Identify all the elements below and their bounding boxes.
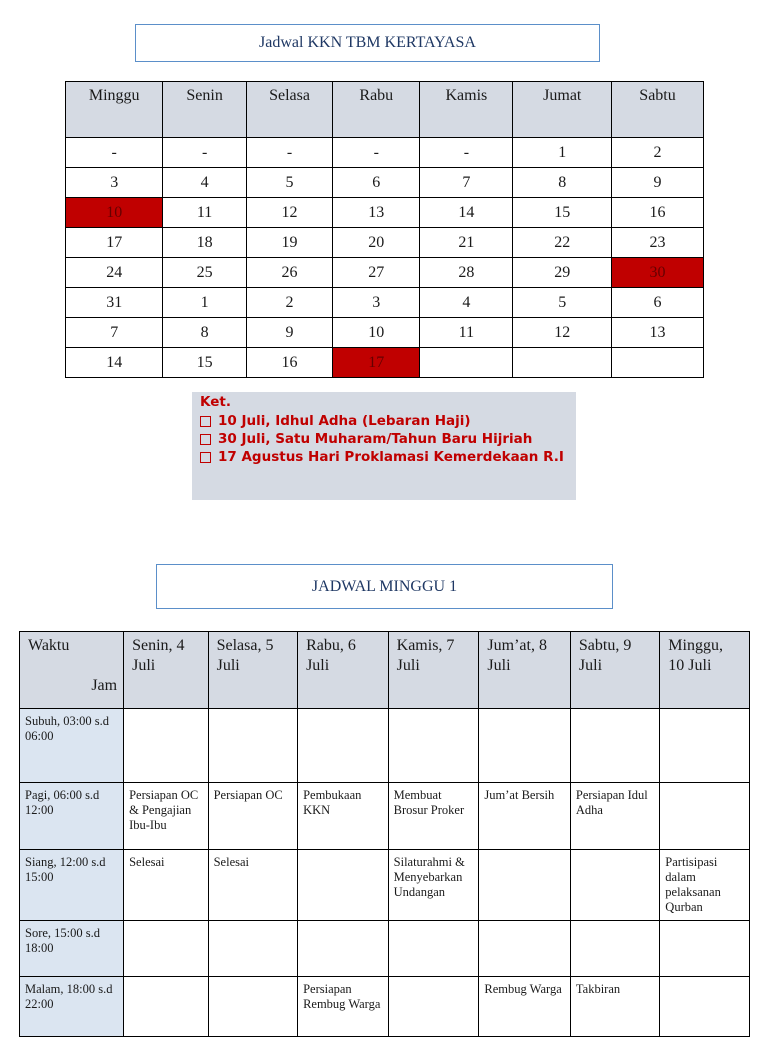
legend-list xyxy=(200,412,564,466)
day-header: Senin, 4 Juli xyxy=(124,632,209,709)
checkbox-icon xyxy=(200,416,211,427)
calendar-cell: 6 xyxy=(612,288,704,318)
calendar-cell: 16 xyxy=(612,198,704,228)
schedule-cell xyxy=(124,921,209,977)
calendar-cell: 6 xyxy=(333,168,420,198)
calendar-cell: 2 xyxy=(612,138,704,168)
calendar-cell: - xyxy=(163,138,246,168)
legend-title: Ket. xyxy=(200,394,231,410)
calendar-cell: 31 xyxy=(66,288,163,318)
schedule-cell: Takbiran xyxy=(570,977,659,1037)
schedule-cell xyxy=(208,709,297,783)
calendar-header: Senin xyxy=(163,82,246,138)
calendar-cell: 7 xyxy=(420,168,513,198)
schedule-cell xyxy=(298,709,389,783)
calendar-cell: 11 xyxy=(420,318,513,348)
calendar-header: Kamis xyxy=(420,82,513,138)
schedule-cell xyxy=(124,977,209,1037)
schedule-cell xyxy=(388,921,479,977)
day-header: Rabu, 6 Juli xyxy=(298,632,389,709)
time-slot-label: Malam, 18:00 s.d 22:00 xyxy=(20,977,124,1037)
schedule-corner-header xyxy=(20,632,124,709)
calendar-cell: 13 xyxy=(333,198,420,228)
schedule-cell xyxy=(660,709,750,783)
calendar-cell: 1 xyxy=(513,138,612,168)
calendar-header: Minggu xyxy=(66,82,163,138)
schedule-row xyxy=(20,709,750,783)
calendar-cell: 11 xyxy=(163,198,246,228)
calendar-cell: 5 xyxy=(513,288,612,318)
schedule-cell: Persiapan Rembug Warga xyxy=(298,977,389,1037)
day-header: Sabtu, 9 Juli xyxy=(570,632,659,709)
schedule-cell xyxy=(570,850,659,921)
schedule-cell xyxy=(660,921,750,977)
schedule-cell xyxy=(388,977,479,1037)
schedule-cell: Persiapan OC & Pengajian Ibu-Ibu xyxy=(124,783,209,850)
checkbox-icon xyxy=(200,452,211,463)
calendar-cell: 26 xyxy=(246,258,332,288)
calendar-cell: 8 xyxy=(513,168,612,198)
schedule-cell xyxy=(570,709,659,783)
schedule-cell: Selesai xyxy=(124,850,209,921)
schedule-table xyxy=(19,631,750,1037)
calendar-cell: - xyxy=(333,138,420,168)
calendar-cell: 12 xyxy=(513,318,612,348)
calendar-cell: 21 xyxy=(420,228,513,258)
calendar-header: Jumat xyxy=(513,82,612,138)
waktu-label: Waktu xyxy=(28,637,70,654)
legend-item-label: 10 Juli, Idhul Adha (Lebaran Haji) xyxy=(218,413,471,429)
time-slot-label: Pagi, 06:00 s.d 12:00 xyxy=(20,783,124,850)
calendar-row xyxy=(66,258,704,288)
schedule-cell xyxy=(388,709,479,783)
calendar-cell: 14 xyxy=(420,198,513,228)
schedule-cell xyxy=(208,977,297,1037)
schedule-cell xyxy=(208,921,297,977)
calendar-header: Rabu xyxy=(333,82,420,138)
calendar-cell: 16 xyxy=(246,348,332,378)
schedule-cell: Persiapan OC xyxy=(208,783,297,850)
calendar-row xyxy=(66,228,704,258)
calendar-cell: 20 xyxy=(333,228,420,258)
time-slot-label: Sore, 15:00 s.d 18:00 xyxy=(20,921,124,977)
calendar-cell: 12 xyxy=(246,198,332,228)
calendar-row xyxy=(66,168,704,198)
schedule-cell xyxy=(660,977,750,1037)
schedule-cell: Pembukaan KKN xyxy=(298,783,389,850)
calendar-row xyxy=(66,288,704,318)
calendar-row xyxy=(66,138,704,168)
calendar-cell: 5 xyxy=(246,168,332,198)
schedule-row xyxy=(20,850,750,921)
calendar-cell: 3 xyxy=(66,168,163,198)
calendar-cell: 28 xyxy=(420,258,513,288)
calendar-row xyxy=(66,318,704,348)
calendar-cell: 2 xyxy=(246,288,332,318)
calendar-cell: 29 xyxy=(513,258,612,288)
day-header: Selasa, 5 Juli xyxy=(208,632,297,709)
calendar-cell: 24 xyxy=(66,258,163,288)
calendar-cell-holiday: 17 xyxy=(333,348,420,378)
calendar-cell: - xyxy=(246,138,332,168)
legend-item-label: 17 Agustus Hari Proklamasi Kemerdekaan R.I xyxy=(218,449,564,465)
time-slot-label: Subuh, 03:00 s.d 06:00 xyxy=(20,709,124,783)
calendar-cell: 17 xyxy=(66,228,163,258)
calendar-cell: 4 xyxy=(420,288,513,318)
calendar-cell: - xyxy=(420,138,513,168)
calendar-cell: 19 xyxy=(246,228,332,258)
schedule-cell: Partisipasi dalam pelaksanan Qurban xyxy=(660,850,750,921)
day-header: Kamis, 7 Juli xyxy=(388,632,479,709)
calendar-cell: 1 xyxy=(163,288,246,318)
schedule-cell: Selesai xyxy=(208,850,297,921)
calendar-cell: 25 xyxy=(163,258,246,288)
schedule-title: JADWAL MINGGU 1 xyxy=(156,564,613,609)
calendar-cell xyxy=(612,348,704,378)
calendar-cell: 18 xyxy=(163,228,246,258)
calendar-cell: 8 xyxy=(163,318,246,348)
schedule-row xyxy=(20,783,750,850)
calendar-cell: - xyxy=(66,138,163,168)
calendar-cell: 9 xyxy=(612,168,704,198)
calendar-cell: 3 xyxy=(333,288,420,318)
calendar-cell: 4 xyxy=(163,168,246,198)
schedule-cell: Membuat Brosur Proker xyxy=(388,783,479,850)
checkbox-icon xyxy=(200,434,211,445)
calendar-header: Sabtu xyxy=(612,82,704,138)
schedule-cell: Persiapan Idul Adha xyxy=(570,783,659,850)
schedule-cell xyxy=(298,850,389,921)
calendar-cell xyxy=(513,348,612,378)
time-slot-label: Siang, 12:00 s.d 15:00 xyxy=(20,850,124,921)
legend-item xyxy=(200,448,564,466)
schedule-cell xyxy=(298,921,389,977)
schedule-cell: Rembug Warga xyxy=(479,977,570,1037)
calendar-row xyxy=(66,198,704,228)
schedule-cell xyxy=(660,783,750,850)
calendar-row xyxy=(66,348,704,378)
calendar-title: Jadwal KKN TBM KERTAYASA xyxy=(135,24,600,62)
schedule-cell xyxy=(124,709,209,783)
schedule-body xyxy=(20,709,750,1037)
day-header: Jum’at, 8 Juli xyxy=(479,632,570,709)
legend-item xyxy=(200,412,564,430)
calendar-cell: 14 xyxy=(66,348,163,378)
schedule-cell: Silaturahmi & Menyebarkan Undangan xyxy=(388,850,479,921)
day-header: Minggu, 10 Juli xyxy=(660,632,750,709)
legend-item-label: 30 Juli, Satu Muharam/Tahun Baru Hijriah xyxy=(218,431,533,447)
calendar-header: Selasa xyxy=(246,82,332,138)
calendar-table xyxy=(65,81,704,378)
schedule-cell xyxy=(570,921,659,977)
schedule-cell xyxy=(479,709,570,783)
calendar-cell: 27 xyxy=(333,258,420,288)
calendar-cell: 23 xyxy=(612,228,704,258)
jam-label: Jam xyxy=(91,677,118,694)
schedule-row xyxy=(20,921,750,977)
calendar-cell: 22 xyxy=(513,228,612,258)
schedule-cell xyxy=(479,850,570,921)
schedule-cell xyxy=(479,921,570,977)
calendar-cell: 15 xyxy=(163,348,246,378)
calendar-body xyxy=(66,138,704,378)
calendar-cell: 15 xyxy=(513,198,612,228)
calendar-header-row xyxy=(66,82,704,138)
calendar-cell: 13 xyxy=(612,318,704,348)
calendar-cell: 10 xyxy=(333,318,420,348)
schedule-row xyxy=(20,977,750,1037)
calendar-cell: 7 xyxy=(66,318,163,348)
schedule-cell: Jum’at Bersih xyxy=(479,783,570,850)
calendar-cell: 9 xyxy=(246,318,332,348)
legend-box xyxy=(192,392,576,500)
calendar-cell-holiday: 30 xyxy=(612,258,704,288)
legend-item xyxy=(200,430,564,448)
calendar-cell xyxy=(420,348,513,378)
schedule-header-row xyxy=(20,632,750,709)
calendar-cell-holiday: 10 xyxy=(66,198,163,228)
